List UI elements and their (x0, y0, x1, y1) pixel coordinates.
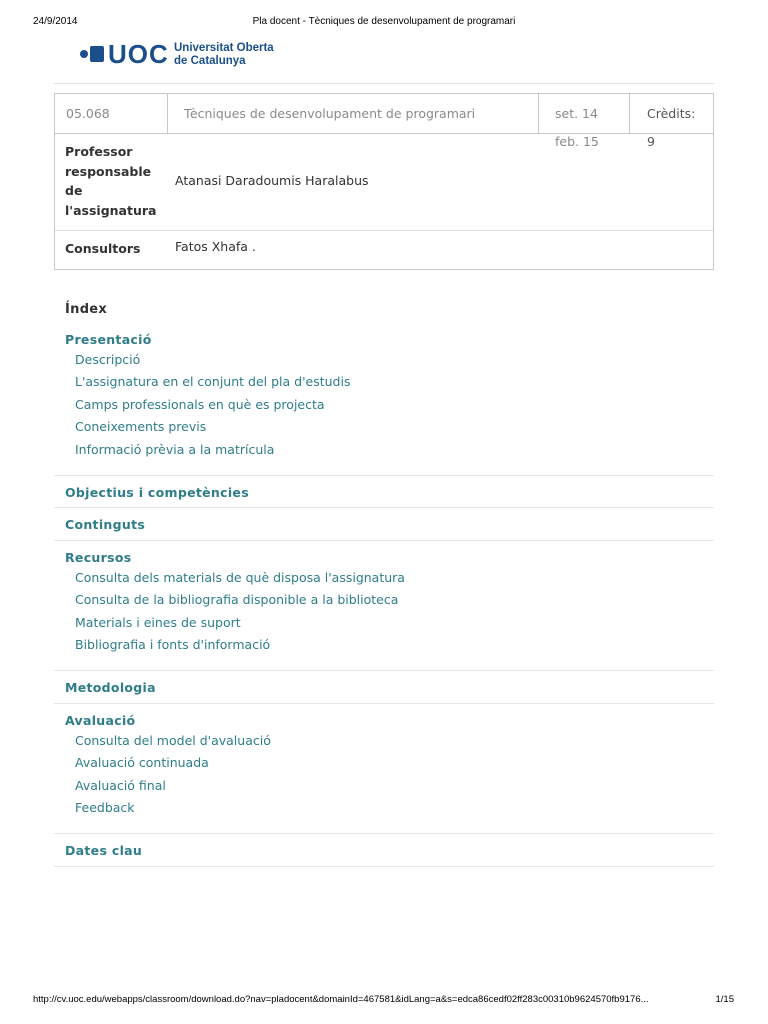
section-presentacio[interactable]: Presentació (65, 332, 152, 347)
link-consulta-materials[interactable]: Consulta dels materials de què disposa l'assignatura (75, 570, 405, 585)
logo-name-line2: de Catalunya (174, 55, 246, 67)
professor-name: Atanasi Daradoumis Haralabus (175, 173, 369, 188)
table-divider (55, 133, 713, 134)
uoc-logo-icon (80, 44, 104, 64)
print-title: Pla docent - Tècniques de desenvolupament de programari (252, 16, 516, 27)
link-informacio-previa[interactable]: Informació prèvia a la matrícula (75, 442, 275, 457)
consultants-names: Fatos Xhafa . (175, 239, 256, 254)
link-coneixements-previs[interactable]: Coneixements previs (75, 419, 207, 434)
credits-value: 9 (647, 134, 655, 149)
link-model-avaluacio[interactable]: Consulta del model d'avaluació (75, 733, 271, 748)
section-divider (54, 866, 714, 867)
print-url[interactable]: http://cv.uoc.edu/webapps/classroom/download.do?nav=pladocent&domainId=467581&idLang=a&s=edca86cedf02ff283c00310b9624570fb9176... (33, 994, 649, 1005)
link-feedback[interactable]: Feedback (75, 800, 135, 815)
link-materials-eines[interactable]: Materials i eines de suport (75, 615, 241, 630)
table-divider (167, 94, 168, 134)
section-avaluacio[interactable]: Avaluació (65, 713, 136, 728)
print-header (0, 16, 768, 30)
section-divider (54, 703, 714, 704)
section-dates-clau[interactable]: Dates clau (65, 843, 143, 858)
section-divider (54, 475, 714, 476)
section-divider (54, 540, 714, 541)
logo-acronym: UOC (108, 39, 169, 69)
section-objectius[interactable]: Objectius i competències (65, 485, 249, 500)
course-code: 05.068 (66, 106, 110, 121)
link-avaluacio-continuada[interactable]: Avaluació continuada (75, 755, 209, 770)
link-conjunt-pla-estudis[interactable]: L'assignatura en el conjunt del pla d'estudis (75, 374, 351, 389)
section-continguts[interactable]: Continguts (65, 517, 146, 532)
section-recursos[interactable]: Recursos (65, 550, 132, 565)
section-divider (54, 670, 714, 671)
table-divider (629, 94, 630, 134)
consultants-label: Consultors (65, 241, 141, 256)
course-name: Tècniques de desenvolupament de programari (184, 106, 476, 121)
print-date: 24/9/2014 (33, 16, 78, 27)
professor-label: Professor responsable de l'assignatura (65, 144, 157, 218)
link-bibliografia-fonts[interactable]: Bibliografia i fonts d'informació (75, 637, 271, 652)
logo-name (174, 42, 314, 68)
print-footer (0, 994, 768, 1008)
course-info-table (54, 93, 714, 270)
section-metodologia[interactable]: Metodologia (65, 680, 156, 695)
section-divider (54, 507, 714, 508)
section-divider (54, 833, 714, 834)
semester-start: set. 14 (555, 106, 598, 121)
link-consulta-bibliografia[interactable]: Consulta de la bibliografia disponible a la biblioteca (75, 592, 399, 607)
table-divider (55, 230, 713, 231)
link-camps-professionals[interactable]: Camps professionals en què es projecta (75, 397, 325, 412)
semester-end: feb. 15 (555, 134, 599, 149)
link-avaluacio-final[interactable]: Avaluació final (75, 778, 166, 793)
logo-name-line1: Universitat Oberta (174, 42, 274, 54)
index-title: Índex (65, 302, 108, 317)
table-divider (538, 94, 539, 134)
header-divider (54, 83, 714, 84)
page-number: 1/15 (715, 994, 734, 1005)
link-descripcio[interactable]: Descripció (75, 352, 141, 367)
credits-label: Crèdits: (647, 106, 696, 121)
